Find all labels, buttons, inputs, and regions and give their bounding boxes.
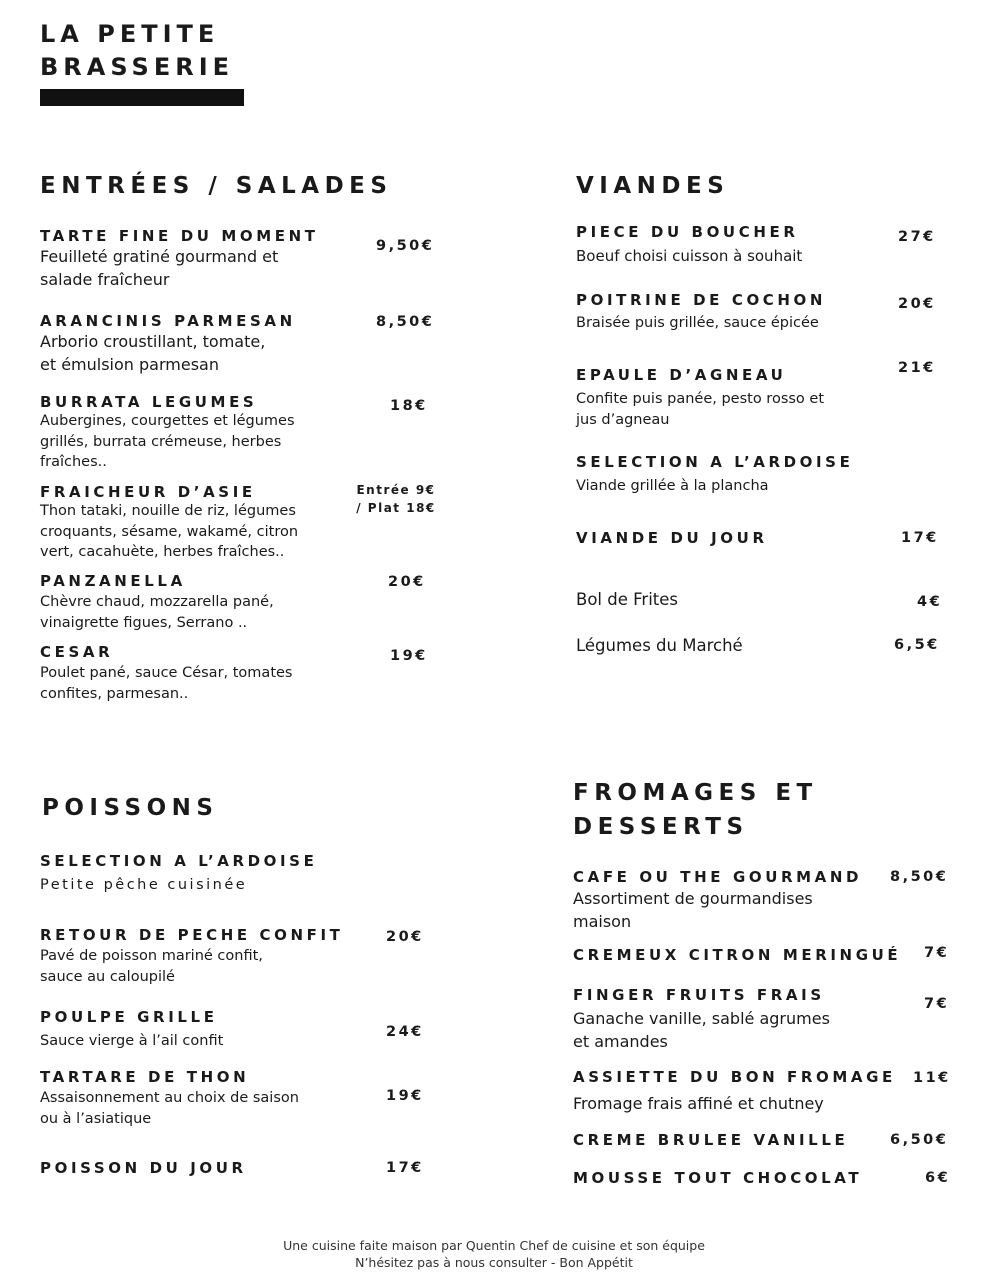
poisson-price-poulpe: 24€ (386, 1024, 424, 1040)
dessert-name-cafe: CAFE OU THE GOURMAND (573, 868, 863, 886)
section-title-viandes: VIANDES (576, 173, 730, 199)
poisson-desc-tartare: Assaisonnement au choix de saison ou à l’asiatique (40, 1090, 299, 1127)
entree-price-panzanella: 20€ (388, 574, 426, 590)
entree-name-arancinis: ARANCINIS PARMESAN (40, 312, 296, 330)
footer-line-chef: Une cuisine faite maison par Quentin Chef de cuisine et son équipe (283, 1238, 705, 1253)
dessert-price-cafe: 8,50€ (890, 869, 949, 885)
side-name-frites: Bol de Frites (576, 590, 678, 609)
viande-desc-agneau: Confite puis panée, pesto rosso et jus d’agneau (576, 391, 825, 428)
dessert-desc-finger: Ganache vanille, sablé agrumes et amandes (573, 1009, 830, 1051)
section-title-poissons: POISSONS (42, 795, 219, 821)
viande-desc-cochon: Braisée puis grillée, sauce épicée (576, 315, 819, 331)
dessert-desc-cafe: Assortiment de gourmandises maison (573, 889, 813, 931)
entree-desc-burrata: Aubergines, courgettes et légumes grillés, burrata crémeuse, herbes fraîches.. (40, 413, 295, 470)
entree-name-fraicheur: FRAICHEUR D’ASIE (40, 483, 256, 501)
dessert-price-mousse: 6€ (925, 1170, 951, 1186)
entree-desc-fraicheur: Thon tataki, nouille de riz, légumes croquants, sésame, wakamé, citron vert, cacahuète, herbes fraîches.. (40, 503, 299, 560)
poisson-desc-peche: Pavé de poisson mariné confit, sauce au caloupilé (40, 948, 263, 985)
poisson-price-tartare: 19€ (386, 1088, 424, 1104)
dessert-name-fromage: ASSIETTE DU BON FROMAGE (573, 1068, 896, 1086)
dessert-price-citron: 7€ (924, 945, 950, 961)
side-price-frites: 4€ (917, 594, 943, 610)
footer-line-consult: N’hésitez pas à nous consulter - Bon Appétit (355, 1255, 633, 1270)
entree-price-tarte: 9,50€ (376, 238, 435, 254)
viande-price-agneau: 21€ (898, 360, 936, 376)
poisson-name-ardoise: SELECTION A L’ARDOISE (40, 852, 318, 870)
brand-underline-bar (40, 89, 244, 106)
poisson-name-jour: POISSON DU JOUR (40, 1159, 247, 1177)
entree-name-panzanella: PANZANELLA (40, 572, 186, 590)
poisson-desc-ardoise: Petite pêche cuisinée (40, 877, 248, 893)
dessert-name-citron: CREMEUX CITRON MERINGUÉ (573, 946, 902, 964)
entree-name-cesar: CESAR (40, 643, 114, 661)
entree-price-fraicheur: Entrée 9€ / Plat 18€ (356, 483, 436, 515)
entree-desc-cesar: Poulet pané, sauce César, tomates confites, parmesan.. (40, 665, 293, 702)
dessert-name-brulee: CREME BRULEE VANILLE (573, 1131, 849, 1149)
poisson-price-jour: 17€ (386, 1160, 424, 1176)
viande-name-ardoise: SELECTION A L’ARDOISE (576, 453, 854, 471)
viande-name-cochon: POITRINE DE COCHON (576, 291, 827, 309)
entree-desc-arancinis: Arborio croustillant, tomate, et émulsion parmesan (40, 332, 266, 374)
viande-desc-ardoise: Viande grillée à la plancha (576, 478, 769, 494)
entree-price-arancinis: 8,50€ (376, 314, 435, 330)
section-title-entrees: ENTRÉES / SALADES (40, 173, 393, 199)
poisson-desc-poulpe: Sauce vierge à l’ail confit (40, 1033, 224, 1049)
side-price-legumes: 6,5€ (894, 637, 940, 653)
dessert-desc-fromage: Fromage frais affiné et chutney (573, 1094, 824, 1113)
poisson-name-tartare: TARTARE DE THON (40, 1068, 250, 1086)
viande-price-jour: 17€ (901, 530, 939, 546)
poisson-name-poulpe: POULPE GRILLE (40, 1008, 218, 1026)
viande-name-agneau: EPAULE D’AGNEAU (576, 366, 787, 384)
dessert-name-mousse: MOUSSE TOUT CHOCOLAT (573, 1169, 863, 1187)
viande-price-cochon: 20€ (898, 296, 936, 312)
viande-name-jour: VIANDE DU JOUR (576, 529, 768, 547)
poisson-name-peche: RETOUR DE PECHE CONFIT (40, 926, 344, 944)
dessert-price-brulee: 6,50€ (890, 1132, 949, 1148)
brand-line-2: BRASSERIE (40, 53, 235, 81)
entree-price-burrata: 18€ (390, 398, 428, 414)
entree-name-tarte: TARTE FINE DU MOMENT (40, 227, 319, 245)
dessert-price-fromage: 11€ (913, 1070, 951, 1086)
entree-desc-tarte: Feuilleté gratiné gourmand et salade fraîcheur (40, 247, 279, 289)
section-title-desserts: FROMAGES ET DESSERTS (573, 780, 818, 840)
restaurant-name (40, 18, 234, 84)
viande-price-boucher: 27€ (898, 229, 936, 245)
dessert-name-finger: FINGER FRUITS FRAIS (573, 986, 825, 1004)
dessert-price-finger: 7€ (924, 996, 950, 1012)
poisson-price-peche: 20€ (386, 929, 424, 945)
brand-line-1: LA PETITE (40, 20, 220, 48)
viande-name-boucher: PIECE DU BOUCHER (576, 223, 799, 241)
entree-desc-panzanella: Chèvre chaud, mozzarella pané, vinaigrette figues, Serrano .. (40, 594, 274, 631)
viande-desc-boucher: Boeuf choisi cuisson à souhait (576, 247, 803, 265)
entree-price-cesar: 19€ (390, 648, 428, 664)
entree-name-burrata: BURRATA LEGUMES (40, 393, 258, 411)
side-name-legumes: Légumes du Marché (576, 636, 743, 655)
